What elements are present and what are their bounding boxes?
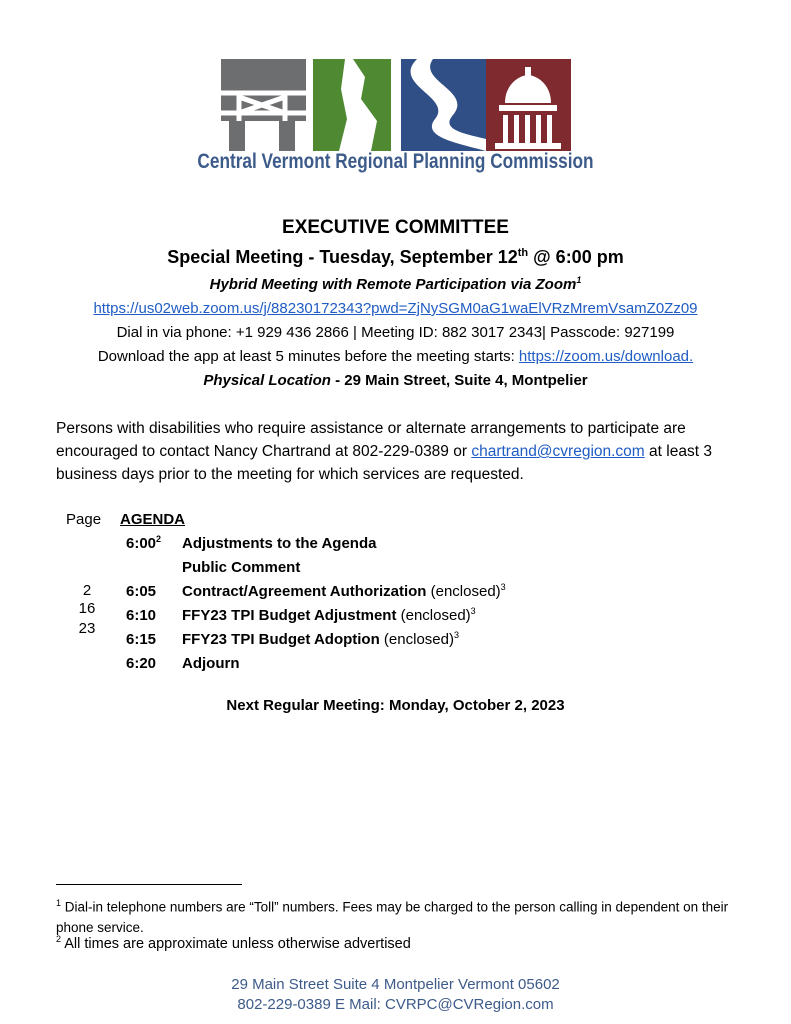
agenda-item-time: 6:15 bbox=[126, 631, 157, 648]
cvrpc-logo bbox=[221, 59, 571, 151]
agenda-item bbox=[0, 582, 791, 606]
download-app-note: Download the app at least 5 minutes before the meeting starts: https://zoom.us/download. bbox=[97, 348, 694, 365]
accessibility-notice: Persons with disabilities who require assistance or alternate arrangements to participate are encouraged to contact Nancy Chartrand at 802-229-0389 or chartrand@cvregion.com at least 3 business days prior to the meeting for which services are requested. bbox=[56, 420, 712, 483]
meeting-subtitle: Special Meeting - Tuesday, September 12th @ 6:00 pm bbox=[167, 247, 624, 267]
agenda-item-label: Contract/Agreement Authorization (enclosed)$^3$ bbox=[182, 582, 506, 600]
meeting-title: EXECUTIVE COMMITTEE bbox=[282, 217, 509, 238]
agenda-item-label: FFY23 TPI Budget Adoption (enclosed)$^3$ bbox=[182, 630, 459, 648]
agenda-item bbox=[0, 600, 791, 630]
agenda-item bbox=[0, 558, 791, 582]
footnote-1: $^1$ Dial-in telephone numbers are “Toll” numbers. Fees may be charged to the person calling in dependent on their phone service. bbox=[56, 898, 729, 935]
agenda-item-page: 16 bbox=[78, 600, 96, 617]
agenda-item bbox=[0, 654, 791, 678]
footnote-2: $^2$ All times are approximate unless otherwise advertised bbox=[56, 934, 411, 952]
agenda-title: AGENDA bbox=[120, 511, 186, 528]
agenda-item-time: 6:10 bbox=[126, 607, 157, 624]
agenda-item bbox=[0, 534, 791, 558]
agenda-item-label: Adjustments to the Agenda bbox=[182, 535, 377, 552]
agenda-item-label: Adjourn bbox=[182, 655, 240, 672]
agenda-item-time: 6:20 bbox=[126, 655, 157, 672]
agenda-item-page: 23 bbox=[78, 620, 96, 637]
zoom-download-link[interactable]: https://zoom.us/download. bbox=[518, 348, 694, 365]
agenda-page-header: Page bbox=[66, 511, 102, 528]
zoom-meeting-link[interactable]: https://us02web.zoom.us/j/88230172343?pwd=ZjNySGM0aG1waElVRzMremVsamZ0Zz09 bbox=[93, 300, 698, 317]
footer-address: 29 Main Street Suite 4 Montpelier Vermont 05602 bbox=[231, 976, 560, 993]
agenda-item-time: $6:00^2$ bbox=[126, 534, 162, 552]
physical-location: Physical Location - 29 Main Street, Suite 4, Montpelier bbox=[203, 372, 588, 389]
contact-email-link[interactable]: chartrand@cvregion.com bbox=[471, 443, 645, 460]
footer-contact: 802-229-0389 E Mail: CVRPC@CVRegion.com bbox=[237, 996, 554, 1013]
hybrid-meeting-note: Hybrid Meeting with Remote Participation via Zoom$^1$ bbox=[209, 275, 582, 293]
organization-name: Central Vermont Regional Planning Commission bbox=[197, 150, 594, 173]
footnote-divider bbox=[56, 884, 242, 885]
dial-in-info: Dial in via phone: +1 929 436 2866 | Meeting ID: 882 3017 2343| Passcode: 927199 bbox=[116, 324, 675, 341]
agenda-item-label: FFY23 TPI Budget Adjustment (enclosed)$^3$ bbox=[182, 606, 476, 624]
agenda-item bbox=[0, 620, 791, 654]
agenda-item-time: 6:05 bbox=[126, 583, 157, 600]
agenda-item-label: Public Comment bbox=[182, 559, 301, 576]
next-meeting-note: Next Regular Meeting: Monday, October 2, 2023 bbox=[226, 697, 565, 714]
agenda-item-page: 2 bbox=[82, 582, 92, 599]
